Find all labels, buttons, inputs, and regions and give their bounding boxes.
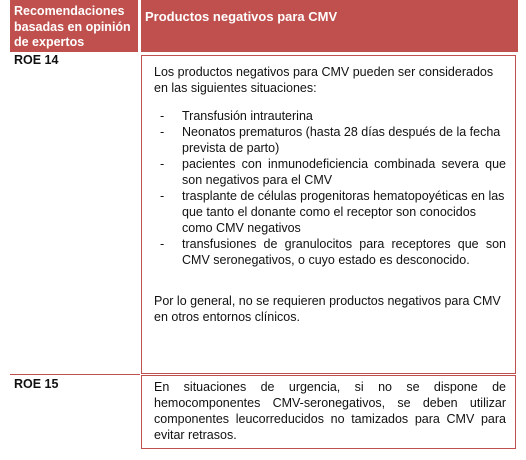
cell-roe-14: [141, 55, 516, 374]
recommendations-table: [10, 0, 518, 452]
row-id-roe-14: ROE 14: [14, 53, 59, 67]
list-item: - trasplante de células progenitoras hematopoyéticas en las que tanto el donante como el receptor son conocidos como CMV negativos: [160, 189, 505, 235]
cell-roe-15: [141, 375, 516, 449]
roe-14-intro: Los productos negativos para CMV pueden ser considerados en las siguientes situaciones:: [154, 65, 494, 95]
dash-marker: -: [160, 189, 165, 203]
list-item: - pacientes con inmunodeficiencia combinada severa que son negativos para el CMV: [160, 157, 506, 187]
roe-15-text: En situaciones de urgencia, si no se dispone de hemocomponentes CMV-seronegativos, se deben utilizar componentes leucorreducidos no tamizados para CMV para evitar retrasos.: [154, 380, 506, 442]
row-id-roe-15: ROE 15: [14, 377, 59, 391]
dash-marker: -: [160, 109, 165, 123]
list-item: - Transfusión intrauterina: [160, 109, 313, 123]
situations-list: [160, 108, 506, 268]
dash-marker: -: [160, 157, 165, 171]
header-recommendations: Recomendaciones basadas en opinión de expertos: [10, 0, 138, 52]
dash-marker: -: [160, 237, 165, 251]
list-item: - transfusiones de granulocitos para receptores que son CMV seronegativos, o cuyo estado es desconocido.: [160, 237, 506, 267]
row-divider: [10, 374, 140, 375]
roe-14-closing: Por lo general, no se requieren productos negativos para CMV en otros entornos clínicos.: [154, 294, 501, 324]
list-item: - Neonatos prematuros (hasta 28 días después de la fecha prevista de parto): [160, 125, 501, 155]
header-cmv-products: Productos negativos para CMV: [141, 0, 518, 52]
dash-marker: -: [160, 125, 165, 139]
